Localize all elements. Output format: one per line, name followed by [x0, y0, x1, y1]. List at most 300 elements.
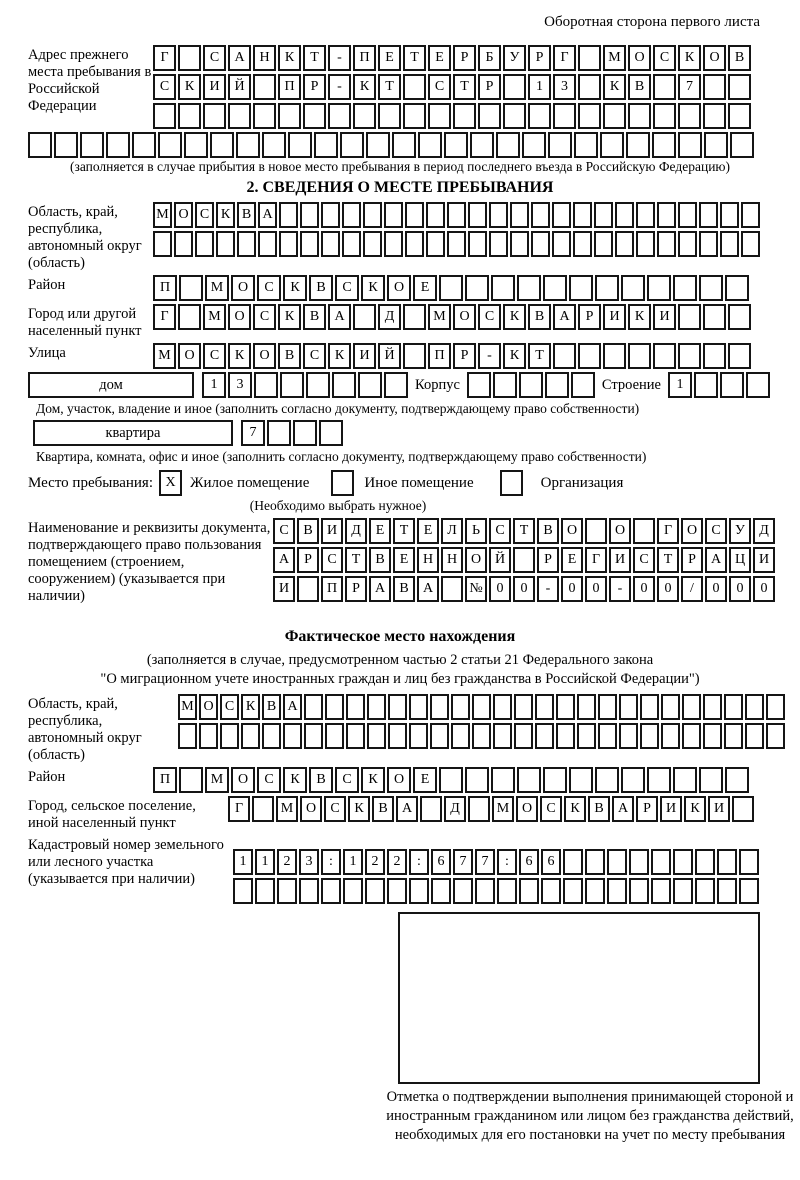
char-cell[interactable] — [741, 231, 760, 257]
char-cell[interactable] — [640, 694, 659, 720]
char-cell[interactable]: Г — [153, 304, 176, 330]
char-cell[interactable] — [158, 132, 182, 158]
char-cell[interactable] — [220, 723, 239, 749]
char-cell[interactable] — [574, 132, 598, 158]
char-cell[interactable] — [253, 74, 276, 100]
char-cell[interactable]: Т — [303, 45, 326, 71]
char-cell[interactable]: К — [228, 343, 251, 369]
char-cell[interactable]: И — [660, 796, 682, 822]
char-cell[interactable]: В — [309, 767, 333, 793]
char-cell[interactable]: Т — [513, 518, 535, 544]
doc-row-1[interactable] — [273, 518, 775, 544]
char-cell[interactable]: К — [328, 343, 351, 369]
char-cell[interactable] — [493, 372, 517, 398]
char-cell[interactable]: Е — [417, 518, 439, 544]
char-cell[interactable]: С — [153, 74, 176, 100]
char-cell[interactable]: С — [203, 45, 226, 71]
char-cell[interactable]: Т — [393, 518, 415, 544]
char-cell[interactable] — [720, 372, 744, 398]
char-cell[interactable] — [491, 275, 515, 301]
char-cell[interactable] — [283, 723, 302, 749]
char-cell[interactable]: О — [231, 767, 255, 793]
char-cell[interactable] — [603, 343, 626, 369]
char-cell[interactable] — [531, 202, 550, 228]
char-cell[interactable]: С — [633, 547, 655, 573]
char-cell[interactable]: К — [348, 796, 370, 822]
char-cell[interactable] — [210, 132, 234, 158]
char-cell[interactable] — [178, 103, 201, 129]
char-cell[interactable]: П — [353, 45, 376, 71]
char-cell[interactable] — [519, 372, 543, 398]
fact-raion-cells[interactable] — [153, 767, 749, 793]
char-cell[interactable]: М — [153, 202, 172, 228]
char-cell[interactable]: О — [516, 796, 538, 822]
char-cell[interactable]: К — [241, 694, 260, 720]
char-cell[interactable] — [543, 767, 567, 793]
char-cell[interactable] — [405, 202, 424, 228]
char-cell[interactable] — [741, 202, 760, 228]
char-cell[interactable]: А — [273, 547, 295, 573]
char-cell[interactable] — [619, 694, 638, 720]
char-cell[interactable]: - — [537, 576, 559, 602]
char-cell[interactable] — [724, 694, 743, 720]
char-cell[interactable]: П — [278, 74, 301, 100]
char-cell[interactable]: М — [205, 275, 229, 301]
char-cell[interactable]: Р — [345, 576, 367, 602]
char-cell[interactable] — [745, 694, 764, 720]
char-cell[interactable]: Р — [578, 304, 601, 330]
char-cell[interactable] — [241, 723, 260, 749]
char-cell[interactable]: Е — [378, 45, 401, 71]
char-cell[interactable] — [470, 132, 494, 158]
char-cell[interactable]: В — [297, 518, 319, 544]
char-cell[interactable]: К — [278, 304, 301, 330]
char-cell[interactable]: 2 — [387, 849, 407, 875]
char-cell[interactable] — [179, 767, 203, 793]
char-cell[interactable]: - — [328, 45, 351, 71]
char-cell[interactable]: Т — [345, 547, 367, 573]
char-cell[interactable] — [607, 878, 627, 904]
char-cell[interactable] — [426, 202, 445, 228]
char-cell[interactable] — [343, 878, 363, 904]
char-cell[interactable] — [28, 132, 52, 158]
char-cell[interactable]: Е — [428, 45, 451, 71]
char-cell[interactable] — [594, 202, 613, 228]
char-cell[interactable]: А — [328, 304, 351, 330]
char-cell[interactable] — [720, 202, 739, 228]
char-cell[interactable]: С — [540, 796, 562, 822]
char-cell[interactable]: И — [603, 304, 626, 330]
char-cell[interactable]: Н — [417, 547, 439, 573]
char-cell[interactable] — [673, 849, 693, 875]
char-cell[interactable] — [340, 132, 364, 158]
char-cell[interactable] — [629, 849, 649, 875]
char-cell[interactable] — [730, 132, 754, 158]
char-cell[interactable]: 0 — [753, 576, 775, 602]
char-cell[interactable]: С — [489, 518, 511, 544]
char-cell[interactable]: О — [253, 343, 276, 369]
char-cell[interactable] — [253, 103, 276, 129]
char-cell[interactable]: К — [564, 796, 586, 822]
char-cell[interactable]: 0 — [657, 576, 679, 602]
char-cell[interactable]: С — [428, 74, 451, 100]
char-cell[interactable] — [578, 103, 601, 129]
char-cell[interactable]: И — [609, 547, 631, 573]
char-cell[interactable]: 1 — [343, 849, 363, 875]
char-cell[interactable]: Г — [153, 45, 176, 71]
char-cell[interactable] — [468, 202, 487, 228]
char-cell[interactable] — [647, 275, 671, 301]
char-cell[interactable] — [514, 723, 533, 749]
char-cell[interactable]: Е — [413, 275, 437, 301]
char-cell[interactable] — [661, 694, 680, 720]
char-cell[interactable]: В — [303, 304, 326, 330]
char-cell[interactable]: 2 — [277, 849, 297, 875]
char-cell[interactable] — [430, 694, 449, 720]
char-cell[interactable]: А — [258, 202, 277, 228]
char-cell[interactable]: Й — [228, 74, 251, 100]
char-cell[interactable] — [447, 231, 466, 257]
char-cell[interactable]: 7 — [678, 74, 701, 100]
char-cell[interactable] — [279, 231, 298, 257]
char-cell[interactable] — [363, 202, 382, 228]
char-cell[interactable]: Л — [441, 518, 463, 544]
char-cell[interactable]: К — [178, 74, 201, 100]
char-cell[interactable] — [293, 420, 317, 446]
char-cell[interactable] — [545, 372, 569, 398]
char-cell[interactable]: И — [653, 304, 676, 330]
char-cell[interactable]: К — [283, 275, 307, 301]
char-cell[interactable] — [594, 231, 613, 257]
char-cell[interactable]: Т — [657, 547, 679, 573]
char-cell[interactable] — [552, 231, 571, 257]
char-cell[interactable]: П — [153, 275, 177, 301]
char-cell[interactable]: К — [216, 202, 235, 228]
char-cell[interactable]: Е — [561, 547, 583, 573]
char-cell[interactable]: Р — [453, 45, 476, 71]
char-cell[interactable] — [387, 878, 407, 904]
char-cell[interactable]: 6 — [519, 849, 539, 875]
char-cell[interactable]: Н — [253, 45, 276, 71]
char-cell[interactable] — [673, 275, 697, 301]
char-cell[interactable] — [174, 231, 193, 257]
char-cell[interactable] — [409, 723, 428, 749]
char-cell[interactable] — [703, 74, 726, 100]
char-cell[interactable] — [653, 343, 676, 369]
char-cell[interactable]: П — [428, 343, 451, 369]
char-cell[interactable]: - — [478, 343, 501, 369]
char-cell[interactable] — [403, 343, 426, 369]
char-cell[interactable]: 6 — [431, 849, 451, 875]
char-cell[interactable] — [728, 343, 751, 369]
char-cell[interactable] — [595, 767, 619, 793]
char-cell[interactable]: 3 — [299, 849, 319, 875]
char-cell[interactable]: А — [553, 304, 576, 330]
char-cell[interactable] — [595, 275, 619, 301]
char-cell[interactable]: М — [276, 796, 298, 822]
char-cell[interactable]: И — [203, 74, 226, 100]
char-cell[interactable] — [236, 132, 260, 158]
prev-address-row-2[interactable] — [153, 74, 751, 100]
char-cell[interactable] — [279, 202, 298, 228]
char-cell[interactable]: В — [372, 796, 394, 822]
char-cell[interactable]: Д — [378, 304, 401, 330]
char-cell[interactable]: И — [273, 576, 295, 602]
char-cell[interactable] — [653, 103, 676, 129]
char-cell[interactable] — [439, 275, 463, 301]
char-cell[interactable] — [288, 132, 312, 158]
char-cell[interactable]: Й — [489, 547, 511, 573]
char-cell[interactable] — [569, 275, 593, 301]
char-cell[interactable] — [573, 202, 592, 228]
char-cell[interactable]: 0 — [489, 576, 511, 602]
char-cell[interactable]: М — [603, 45, 626, 71]
char-cell[interactable]: Н — [441, 547, 463, 573]
char-cell[interactable] — [342, 202, 361, 228]
char-cell[interactable] — [447, 202, 466, 228]
char-cell[interactable] — [203, 103, 226, 129]
char-cell[interactable] — [651, 849, 671, 875]
char-cell[interactable] — [255, 878, 275, 904]
char-cell[interactable] — [703, 694, 722, 720]
char-cell[interactable] — [106, 132, 130, 158]
prev-address-row-3[interactable] — [153, 103, 751, 129]
s2-oblast-row-2[interactable] — [153, 231, 760, 257]
char-cell[interactable]: А — [417, 576, 439, 602]
char-cell[interactable] — [153, 103, 176, 129]
char-cell[interactable] — [493, 723, 512, 749]
char-cell[interactable] — [378, 103, 401, 129]
fact-oblast-row-1[interactable] — [178, 694, 785, 720]
char-cell[interactable] — [553, 103, 576, 129]
char-cell[interactable] — [732, 796, 754, 822]
char-cell[interactable] — [267, 420, 291, 446]
char-cell[interactable]: С — [705, 518, 727, 544]
char-cell[interactable] — [503, 103, 526, 129]
char-cell[interactable]: Д — [345, 518, 367, 544]
char-cell[interactable] — [491, 767, 515, 793]
char-cell[interactable] — [629, 878, 649, 904]
char-cell[interactable] — [503, 74, 526, 100]
char-cell[interactable] — [178, 723, 197, 749]
char-cell[interactable]: К — [503, 304, 526, 330]
char-cell[interactable]: А — [283, 694, 302, 720]
char-cell[interactable]: С — [203, 343, 226, 369]
char-cell[interactable] — [577, 723, 596, 749]
char-cell[interactable] — [346, 694, 365, 720]
char-cell[interactable] — [699, 275, 723, 301]
char-cell[interactable] — [132, 132, 156, 158]
char-cell[interactable] — [489, 231, 508, 257]
char-cell[interactable] — [653, 74, 676, 100]
char-cell[interactable] — [657, 202, 676, 228]
char-cell[interactable] — [478, 103, 501, 129]
char-cell[interactable]: И — [708, 796, 730, 822]
char-cell[interactable]: 2 — [365, 849, 385, 875]
char-cell[interactable] — [403, 74, 426, 100]
char-cell[interactable]: 0 — [513, 576, 535, 602]
char-cell[interactable]: Т — [528, 343, 551, 369]
char-cell[interactable] — [621, 767, 645, 793]
checkbox-inoe[interactable] — [331, 470, 354, 496]
char-cell[interactable] — [552, 202, 571, 228]
char-cell[interactable] — [420, 796, 442, 822]
char-cell[interactable]: С — [195, 202, 214, 228]
char-cell[interactable]: И — [321, 518, 343, 544]
char-cell[interactable]: 7 — [453, 849, 473, 875]
char-cell[interactable] — [621, 275, 645, 301]
fact-gorod-cells[interactable] — [228, 796, 754, 822]
char-cell[interactable] — [418, 132, 442, 158]
char-cell[interactable]: С — [324, 796, 346, 822]
char-cell[interactable] — [651, 878, 671, 904]
char-cell[interactable]: О — [300, 796, 322, 822]
char-cell[interactable] — [510, 202, 529, 228]
char-cell[interactable]: В — [537, 518, 559, 544]
char-cell[interactable] — [522, 132, 546, 158]
char-cell[interactable] — [556, 694, 575, 720]
char-cell[interactable] — [678, 304, 701, 330]
char-cell[interactable] — [237, 231, 256, 257]
doc-row-2[interactable] — [273, 547, 775, 573]
char-cell[interactable]: К — [361, 275, 385, 301]
char-cell[interactable] — [179, 275, 203, 301]
char-cell[interactable] — [178, 45, 201, 71]
char-cell[interactable]: В — [262, 694, 281, 720]
char-cell[interactable] — [531, 231, 550, 257]
char-cell[interactable]: О — [228, 304, 251, 330]
char-cell[interactable] — [607, 849, 627, 875]
char-cell[interactable] — [444, 132, 468, 158]
char-cell[interactable] — [725, 767, 749, 793]
char-cell[interactable] — [678, 132, 702, 158]
char-cell[interactable]: Р — [528, 45, 551, 71]
kvartira-box[interactable]: квартира — [33, 420, 233, 446]
char-cell[interactable] — [717, 878, 737, 904]
char-cell[interactable]: 1 — [668, 372, 692, 398]
char-cell[interactable] — [647, 767, 671, 793]
char-cell[interactable]: В — [728, 45, 751, 71]
char-cell[interactable]: Р — [453, 343, 476, 369]
s2-gorod-cells[interactable] — [153, 304, 751, 330]
char-cell[interactable] — [405, 231, 424, 257]
char-cell[interactable] — [578, 343, 601, 369]
char-cell[interactable] — [403, 103, 426, 129]
checkbox-organizatsiya[interactable] — [500, 470, 523, 496]
char-cell[interactable] — [325, 723, 344, 749]
char-cell[interactable] — [556, 723, 575, 749]
char-cell[interactable] — [475, 878, 495, 904]
char-cell[interactable]: Й — [378, 343, 401, 369]
char-cell[interactable]: Р — [636, 796, 658, 822]
fact-kadastr-row-2[interactable] — [233, 878, 759, 904]
char-cell[interactable]: 0 — [729, 576, 751, 602]
char-cell[interactable] — [600, 132, 624, 158]
char-cell[interactable] — [467, 372, 491, 398]
char-cell[interactable] — [430, 723, 449, 749]
char-cell[interactable]: О — [178, 343, 201, 369]
char-cell[interactable]: У — [729, 518, 751, 544]
char-cell[interactable] — [365, 878, 385, 904]
char-cell[interactable]: М — [428, 304, 451, 330]
char-cell[interactable] — [517, 767, 541, 793]
char-cell[interactable] — [199, 723, 218, 749]
char-cell[interactable] — [468, 231, 487, 257]
char-cell[interactable]: 7 — [241, 420, 265, 446]
char-cell[interactable] — [717, 849, 737, 875]
char-cell[interactable] — [739, 849, 759, 875]
char-cell[interactable] — [489, 202, 508, 228]
prev-address-row-1[interactable] — [153, 45, 751, 71]
char-cell[interactable] — [303, 103, 326, 129]
char-cell[interactable] — [543, 275, 567, 301]
char-cell[interactable]: Р — [303, 74, 326, 100]
char-cell[interactable]: О — [453, 304, 476, 330]
char-cell[interactable] — [633, 518, 655, 544]
char-cell[interactable] — [704, 132, 728, 158]
char-cell[interactable] — [513, 547, 535, 573]
char-cell[interactable]: Р — [478, 74, 501, 100]
char-cell[interactable] — [297, 576, 319, 602]
char-cell[interactable] — [528, 103, 551, 129]
char-cell[interactable] — [278, 103, 301, 129]
char-cell[interactable]: С — [253, 304, 276, 330]
char-cell[interactable] — [384, 231, 403, 257]
char-cell[interactable]: М — [153, 343, 176, 369]
stroenie-cells[interactable] — [668, 372, 770, 398]
char-cell[interactable] — [366, 132, 390, 158]
char-cell[interactable] — [325, 694, 344, 720]
char-cell[interactable]: : — [409, 849, 429, 875]
char-cell[interactable] — [353, 304, 376, 330]
char-cell[interactable] — [573, 231, 592, 257]
char-cell[interactable]: Т — [403, 45, 426, 71]
char-cell[interactable]: Т — [378, 74, 401, 100]
char-cell[interactable] — [304, 694, 323, 720]
char-cell[interactable]: С — [335, 767, 359, 793]
char-cell[interactable] — [598, 694, 617, 720]
char-cell[interactable]: С — [303, 343, 326, 369]
char-cell[interactable] — [699, 202, 718, 228]
char-cell[interactable] — [615, 202, 634, 228]
fact-oblast-row-2[interactable] — [178, 723, 785, 749]
char-cell[interactable] — [728, 103, 751, 129]
char-cell[interactable] — [519, 878, 539, 904]
char-cell[interactable]: - — [328, 74, 351, 100]
char-cell[interactable] — [699, 767, 723, 793]
char-cell[interactable] — [535, 723, 554, 749]
char-cell[interactable] — [694, 372, 718, 398]
char-cell[interactable]: К — [628, 304, 651, 330]
char-cell[interactable]: В — [588, 796, 610, 822]
char-cell[interactable]: К — [678, 45, 701, 71]
char-cell[interactable]: С — [220, 694, 239, 720]
char-cell[interactable] — [367, 723, 386, 749]
char-cell[interactable]: 3 — [553, 74, 576, 100]
char-cell[interactable] — [493, 694, 512, 720]
char-cell[interactable] — [682, 694, 701, 720]
char-cell[interactable] — [363, 231, 382, 257]
char-cell[interactable] — [453, 878, 473, 904]
char-cell[interactable] — [314, 132, 338, 158]
char-cell[interactable] — [496, 132, 520, 158]
char-cell[interactable] — [619, 723, 638, 749]
char-cell[interactable] — [746, 372, 770, 398]
char-cell[interactable] — [695, 849, 715, 875]
char-cell[interactable]: С — [257, 767, 281, 793]
char-cell[interactable] — [728, 74, 751, 100]
char-cell[interactable] — [628, 103, 651, 129]
